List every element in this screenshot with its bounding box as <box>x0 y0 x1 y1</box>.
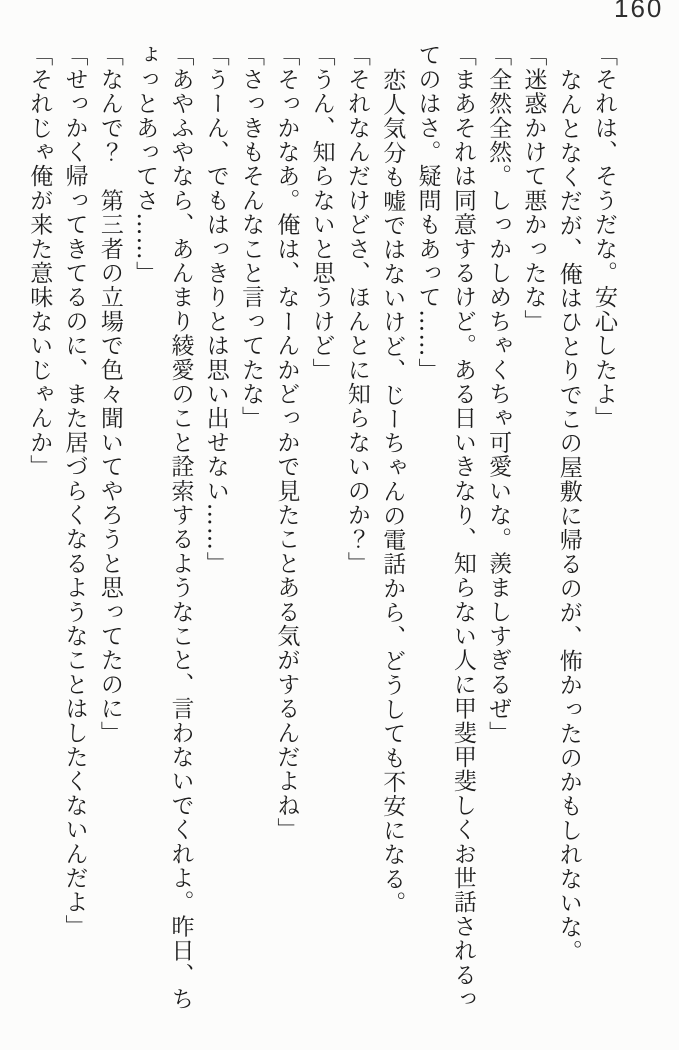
text-block <box>21 43 621 1021</box>
page-number: 160 <box>614 0 664 23</box>
text-column: 「うん、知らないと思うけど」 <box>308 43 335 382</box>
text-column: 「うーん、でもはっきりとは思い出せない……」 <box>202 43 229 576</box>
text-column: 「なんで？ 第三者の立場で色々聞いてやろうと思ってたのに」 <box>96 43 123 745</box>
text-column: 「それなんだけどさ、ほんとに知らないのか？」 <box>343 43 370 576</box>
text-column: 「あやふやなら、あんまり綾愛のこと詮索するようなこと、言わないでくれよ。昨日、ち <box>167 43 194 1011</box>
text-column: 「迷惑かけて悪かったな」 <box>520 43 547 334</box>
text-column: なんとなくだが、俺はひとりでこの屋敷に帰るのが、怖かったのかもしれないな。 <box>555 68 582 964</box>
text-column: 「せっかく帰ってきてるのに、また居づらくなるようなことはしたくないんだよ」 <box>61 43 88 939</box>
text-column: てのはさ。疑問もあって……」 <box>414 43 441 382</box>
text-column: ょっとあってさ……」 <box>132 43 159 285</box>
text-column: 「全然全然。しっかしめちゃくちゃ可愛いな。羨ましすぎるぜ」 <box>485 43 512 745</box>
text-column: 「それは、そうだな。安心したよ」 <box>591 43 617 431</box>
text-column: 恋人気分も嘘ではないけど、じーちゃんの電話から、どうしても不安になる。 <box>379 68 406 915</box>
text-column: 「まあそれは同意するけど。ある日いきなり、知らない人に甲斐甲斐しくお世話されるっ <box>449 43 476 1011</box>
text-column: 「さっきもそんなこと言ってたな」 <box>238 43 265 431</box>
text-column: 「そっかなあ。俺は、なーんかどっかで見たことある気がするんだよね」 <box>273 43 300 842</box>
text-column: 「それじゃ俺が来た意味ないじゃんか」 <box>26 43 53 479</box>
